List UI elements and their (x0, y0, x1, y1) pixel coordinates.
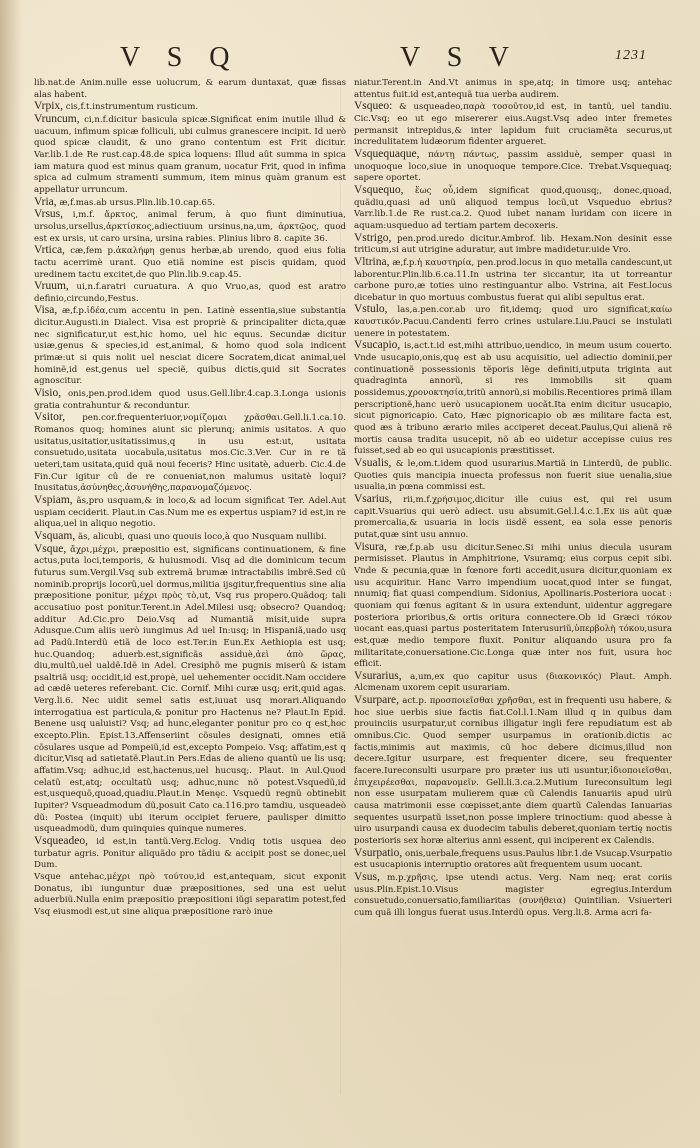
entry-headword: Vruum, (34, 280, 69, 293)
dictionary-entry (34, 114, 346, 197)
entry-definition: lib.nat.de Anim.nulle esse uolucrum, & earum duntaxat, quæ fissas alas habent. (34, 78, 346, 100)
entry-definition: act.p. προσποιεῖσθαι χρῆσθαι, est in frequenti usu habere, & hoc siue uerbis siue factis fiat.Col.l.1.Nam illud q in quibus dam prouinciis usurpatur,ut cornibus illigatur ingli fere repudiatum est ab omnibus.Cic. Quod semper usurpamus in orationib.dictis ac factis,minimis aut maximis, cû hoc debere dicimus,illud non decere.Igitur usurpare, est frequenter dicere, seu frequenter facere.Iureconsulti usurpare pro præter ius uti usuntur,ἰδιοποιεῖσθαι, ἐπιχειρέεσθαι, παρανομεῖν. Gell.li.3.ca.2.Mutium Iureconsultum legi non esse usurpatam mulierem quæ cũ Calendis Ianuariis apud uirũ causa matrimonii esse cœpisset,ante diem quartũ Calendas Ianuarias sequentes usurpatũ isset,non posse implere trinoctium: quod abesse à uiro usurpandi causa ex duodecim tabulis deberet,quoniam tertię noctis posterioris sex horæ alterius anni essent, qui inciperent ex Calendis. (354, 696, 672, 846)
dictionary-entry (354, 101, 672, 149)
entry-definition: πάντῃ πάντως, passim assiduè, semper quasi in unoquoque loco,siue in unoquoque tempore.Cice. Trebat.Vsquequaq; sapere oportet. (354, 149, 672, 184)
dictionary-entry (354, 695, 672, 848)
dictionary-entry (34, 197, 346, 210)
entry-definition: ãs, alicubi, quasi uno quouis loco,à quo Nusquam nullibi. (77, 531, 327, 542)
entry-headword: Vstulo, (354, 303, 388, 316)
dictionary-entry (34, 495, 346, 531)
right-column (354, 78, 672, 1098)
dictionary-entry (34, 388, 346, 412)
running-head-left: V S Q (120, 42, 240, 73)
dictionary-entry (34, 245, 346, 281)
entry-headword: Vsqueo: (354, 100, 393, 113)
binding-gutter (0, 0, 22, 1148)
entry-headword: Visio, (34, 387, 62, 400)
entry-definition: m.p.χρῆσις, ipse utendi actus. Verg. Nam neq; erat coriis usus.Plin.Epist.10.Visus magister egregius.Interdum consuetudo,conuersatio,familiaritas (συνήθεια) Quintilian. Vsiuerteri cum quã illi longus fuerat usus.Interdũ opus. Verg.li.8. Arma acri fa- (354, 872, 672, 918)
entry-headword: Vsucapio, (354, 339, 401, 352)
entry-headword: Vrsus, (34, 208, 64, 221)
entry-definition: a,um,ex quo capitur usus (διακονικός) Plaut. Amph. Alcmenam uxorem cepit usurariam. (354, 671, 672, 694)
entry-headword: Vspiam, (34, 493, 73, 506)
entry-definition: onis,uerbale,frequens usus.Paulus libr.1.de Vsucap.Vsurpatio est usucapionis interruptio oratores aũt frequentem usum uocant. (354, 848, 672, 871)
dictionary-entry (354, 671, 672, 695)
entry-headword: Vsualis, (354, 457, 392, 469)
dictionary-entry (34, 78, 346, 101)
entry-headword: Vstrigo, (354, 231, 392, 244)
dictionary-entry (354, 233, 672, 257)
entry-definition: is,act.t.id est,mihi attribuo,uendico, in meum usum couerto. Vnde usucapio,onis,quę est ab usu acquisitio, uel adiectio dominii,per continuationẽ possessionis tẽporis lẽge definiti,utputa triginta aut quadraginta annorũ, si res immobilis sit quam possidemus,χρονοκτησία,tritũ annorũ,si mobilis.Recentiores primã illam perscriptionẽ,hanc uerò usucapionem uocãt.Ita enim dicitur usucapio, sicut pignoricapio. Cato, Hæc pignoricapio ob æs militare facta est, quod æs à tribuno ærario miles acciperet deceat.Paulus,Qui alienã rẽ mortis causa tradita usucepit, nõ ab eo uidetur accepisse cuius res fuisset,sed ab eo qui usucapionis præstitisset. (354, 341, 672, 457)
dictionary-entry (34, 412, 346, 495)
dictionary-entry (354, 494, 672, 542)
entry-definition: ræ,f.p.ab usu dicitur.Senec.Si mihi unius diecula usuram permisisset. Plautus in Amphitrione, Vsuramq; eius corpus cepit sibi. Vnde & pecunia,quæ in fœnore forti accedit,usura dicitur,quoniam ex usu acquiritur. Hanc Varro impendium uocat,quod inter se fungat, nnumiq; fiat quasi compendium. Sidonius, Apollinaris.Posteriora uocat : quoniam qui fœnus agitant & in usura extendunt, uidentur aggregare posteriora prioribus,& ortis oritura connectere.Ob id Græci τόκον uocant eas,quasi partus posteritatem Interusuriũ,ὑπερβολὴ τόκου,usura est,quæ medio tempore fluxit. Ponitur aliquando usura pro fa militaritate,conuersatione.Cic.Longa quæ inter nos fuit, usura hoc efficit. (354, 542, 672, 670)
entry-headword: Vria, (34, 195, 57, 208)
dictionary-entry (354, 848, 672, 872)
dictionary-entry (34, 209, 346, 245)
running-head-right: V S V (400, 42, 520, 73)
dictionary-entry (34, 872, 346, 919)
entry-headword: Vsqueadeo, (34, 835, 88, 847)
dictionary-entry (354, 149, 672, 185)
entry-headword: Vrpix, (34, 100, 64, 113)
entry-definition: æ,f.p.ἰδέα,cum accentu in pen. Latinè essentia,siue substantia dicitur.Augusti.in Dialect. Visa est propriè & principaliter dicta,quæ nec significatur,ut est,hic homo, uel hic equus. Secundæ dicitur usiæ,genus & species,id est,animal, & homo quod sola indicent primæ:ut si quis nolit uel nesciat dicere Socratem,dicat animal,uel hominẽ,id est,genus uel speciẽ, quibus dictis,quid sit Socrates agnoscitur. (34, 306, 346, 387)
dictionary-entry (34, 281, 346, 305)
entry-definition: las,a.pen.cor.ab uro fit,idemq; quod uro significat,καίω καυστικόν.Pacuu.Candenti ferro crines ustulare.Liu.Pauci se instulati uenere in potestatem. (354, 305, 672, 339)
entry-headword: Vrtica, (34, 244, 65, 257)
entry-definition: id est,in tantũ.Verg.Eclog. Vndiq totis usquea deo turbatur agris. Ponitur aliquãdo pro tãdiu & accipit post se donec,uel Dum. (34, 837, 346, 871)
entry-headword: Vsurarius, (354, 669, 402, 682)
entry-definition: & usqueadeo,παρὰ τοσοῦτον,id est, in tantũ, uel tandiu. Cic.Vsq; eo ut ego misererer eius.Augst.Vsq adeo inter fremetes permansit intrepidus,& inter lapidum fuit cruciamẽta securus,ut incredulitatem ludæorum fidenter argueret. (354, 102, 672, 148)
entry-headword: Vltrina, (354, 255, 390, 268)
entry-definition: ci,n.f.dicitur basicula spicæ.Significat enim inutile illud & uacuum, infimum spicæ folliculi, ubi culmus granescere incipit. Id uerò quod spicæ claudit, & uno grano contentum est Frit dicitur. Var.lib.1.de Re rust.cap.48.de spica loquens: Illud aût summa in spica iam matura quod est minus quam granum, uocatur Frit, quod in infima spica ad culmum stramenti summum, item minus quàm granum est appellatur urruncum. (34, 114, 346, 195)
entry-definition: Vsque antehac,μέχρι πρὸ τούτου,id est,antequam, sicut exponit Donatus, ibi iunguntur duæ præpositiones, sed una est uelut aduerbiũ.Nulla enim præpositio præpositioni iŭgi separatim potest,fed Vsq eiusmodi est,ut sine aliqua præpositione rarò inue (34, 871, 346, 917)
entry-definition: onis,pen.prod.idem quod usus.Gell.libr.4.cap.3.Longa usionis gratia contrahuntur & reconduntur. (34, 389, 346, 411)
entry-headword: Vsurpatio, (354, 846, 403, 859)
dictionary-entry (354, 542, 672, 671)
entry-definition: æ,f.mas.ab ursus.Plin.lib.10.cap.65. (59, 197, 216, 208)
dictionary-entry (354, 185, 672, 233)
entry-headword: Vruncum, (34, 112, 80, 125)
entry-headword: Vsarius, (354, 492, 393, 505)
page-number: 1231 (615, 48, 647, 63)
entry-definition: niatur.Terent.in And.Vt animus in spe,atq; in timore usq; antehac attentus fuit.id est,antequã tua uerba audirem. (354, 78, 672, 100)
dictionary-entry (354, 78, 672, 101)
entry-headword: Vsque, (34, 542, 67, 555)
dictionary-entry (34, 836, 346, 872)
entry-headword: Visura, (354, 540, 387, 553)
running-head (0, 42, 700, 76)
entry-headword: Vsurpare, (354, 694, 400, 707)
entry-headword: Vsquam, (34, 529, 76, 542)
left-column (34, 78, 346, 1098)
entry-headword: Vsus, (354, 870, 380, 883)
entry-definition: & le,om.t.idem quod usurarius.Martiã in Linterdũ, de public. Quoties quis mancipia inuecta professus non fuerit siue uenalia,siue usualia,in pœna commissi est. (354, 459, 672, 493)
dictionary-entry (34, 305, 346, 388)
dictionary-entry (354, 872, 672, 920)
entry-headword: Vsquequaque, (354, 147, 420, 160)
entry-definition: ἕως οὗ,idem significat quod,quousq;, donec,quoad, quãdiu,quasi ad unũ aliquod tempus locũ,ut Vsqueduo ebrius? Varr.lib.1.de Re rust.ca.2. Quod iubet nanam luridam con iicere in aquam:usqueduo ad tertiam partem decoxeris. (354, 185, 672, 231)
dictionary-entry (34, 544, 346, 836)
entry-definition: ui,n.f.aratri curuatura. A quo Vruo,as, quod est aratro definio,circundo,Festus. (34, 282, 346, 304)
dictionary-entry (354, 304, 672, 340)
entry-definition: ἄχρι,μέχρι, præpositio est, significans continuationem, & fine actus,puta loci,temporis, & huiusmodi. Visq ad die dominicum tecum futurus sum.Vergil.Vsq sub extremã brumæ intractabilis imbrê.Sed cû nominib.proprijs locorû,uel dormus,militia ijsgitur,frequentius sine alia præpositione ponitur, μέχρι πρὸς τὸ,ut, Vsq rus propero.Quãdoq; tali accusatiuo post ponitur.Terent.in Adel.Milesi usq; obsecro? Quandoq; additur Ad.Cic.pro Deio.Vsq ad Numantiã misit,uide supra Adusque.Cum aliis uerò iungimus Ad uel In:usq; in Hispaniã,uado usq ad Padû.Interdû etiã de loco est.Ter.in Eun.Ex Aethiopia est usq; huc.Quandoq; aduerb.est,significãs assiduè,ἀεὶ ἀπὸ ὥρας, diu,multû,uel ualdê.Idẽ in Adel. Cresiphõ me pugnis miserû & istam psaltriã usq; occidit,id est,propè, uel uehementer occidit.Nam occidere ad cædê ueteres referebant. Cic. Cornif. Mihi curæ usq; erit,quid agas. Verg.li.6. Nec uidit semel satis est,iuuat usq morari.Aliquando interrogatiua est particula,& ponitur pro Hactenus ne? Plaut.In Epid. Benene usq ualuisti? Vsq; ad hunc,eleganter ponitur pro co q est,hoc excepto.Plin. Epist.13.Affenseriint cõsules designati, omnes etiã cõsulares usque ad Pompeiũ,id est,excepto Pompeio. Vsq; affatim,est q dicitur,Visq ad satietatẽ.Plaut.in Pers.Edas de alieno quantũ ue lis usq; affatim.Vsq; adhuc,id est,hactenus,uel hucusq;. Plaut. in Aul.Quod celatũ est,atq; occultatũ usq; adhuc,nunc nõ potest.Vsquedũ,id est,usquequõ,quoad,quadiu.Plaut.in Menęc. Vsquedũ regnũ obtinebit Iupiter? Vsqueadmodum dũ,posuit Cato ca.116.pro tamdiu, usqueadeò dũ: Postea (inquit) ubi iterum occipiet feruere, paulisper dimitto usqueadmodũ, dum quinquies quinque numeres. (34, 544, 346, 835)
dictionary-entry (354, 458, 672, 494)
entry-definition: æ,f.p.ἡ καυστηρία, pen.prod.locus in quo metalla candescunt,ut laborentur.Plin.lib.6.ca.11.In ustrina ter siccantur, ita ut torreantur carbone puro,æ toties uino restinguantur albo. Vstrina, ait Fest.locus dicebatur in quo mortuus combustus fuerat qui alibi sepultus erat. (354, 257, 672, 303)
entry-headword: Vsitor, (34, 411, 66, 424)
dictionary-entry (354, 340, 672, 458)
entry-headword: Vsquequo, (354, 183, 404, 196)
dictionary-entry (34, 531, 346, 544)
dictionary-entry (354, 257, 672, 305)
entry-definition: cæ,fem p.ἀκαλήφη genus herbæ,ab urendo, quod eius folia tactu acerrimè urant. Quo etiã nomine est piscis quidam, quod uredinem tactu excitet,de quo Plin.lib.9.cap.45. (34, 246, 346, 280)
entry-headword: Visa, (34, 304, 58, 317)
entry-definition: pen.prod.uredo dicitur.Ambrof. lib. Hexam.Non desinit esse triticum,si aut utrigine aduratur, aut imbre madidetur.uide Vro. (354, 233, 672, 256)
entry-definition: rii,m.f.χρήσιμος,dicitur ille cuius est, qui rei usum capit.Vsuarius qui uerò adiect. usu absumit.Gel.l.4.c.1.Ex iis aũt quæ promercalia,& usuaria in locis iisdẽ essent, ea sola esse penoris putat,quæ sint usu annuo. (354, 494, 672, 540)
entry-definition: i,m.f. ἄρκτος, animal ferum, à quo fiunt diminutiua, ursolus,ursellus,ἀρκτίσκος,adiectiuum ursinus,na,um, ἀρκτῷος, quod est ex ursis, ut caro ursina, ursina rabies. Plinius libro 8. capite 36. (34, 210, 346, 244)
entry-definition: pen.cor.frequenteriuor,νομίζομαι χρᾶσθαι.Gell.li.1.ca.10. Romanos quoq; homines aiunt sic plerunq; animis usitatos. A quo usitatus,usitatior,usitatissimus,q in usu est:ut, usitata consuetudo,usitata uocabula,usitatus mos.Cic.3.Ver. Cur in re tã ueteri,tam usitata,quid quã noui feceris? Hinc usitatè, aduerb. Cic.4.de Fin.Cur igitur cû de re conueniat,non malumus usitatè loqui? Inusitatus,ἀσύνηθες,ἀσυνήθης,παρανομαζόμενος. (34, 413, 346, 494)
entry-definition: ãs,pro usquam,& in loco,& ad locum significat Ter. Adel.Aut uspiam ceciderit. Plaut.in Cas.Num me es expertus uspiam? id est,in re aliqua,uel in aliquo negotio. (34, 495, 346, 530)
dictionary-entry (34, 101, 346, 114)
entry-definition: cis,f.t.instrumentum rusticum. (65, 102, 199, 113)
